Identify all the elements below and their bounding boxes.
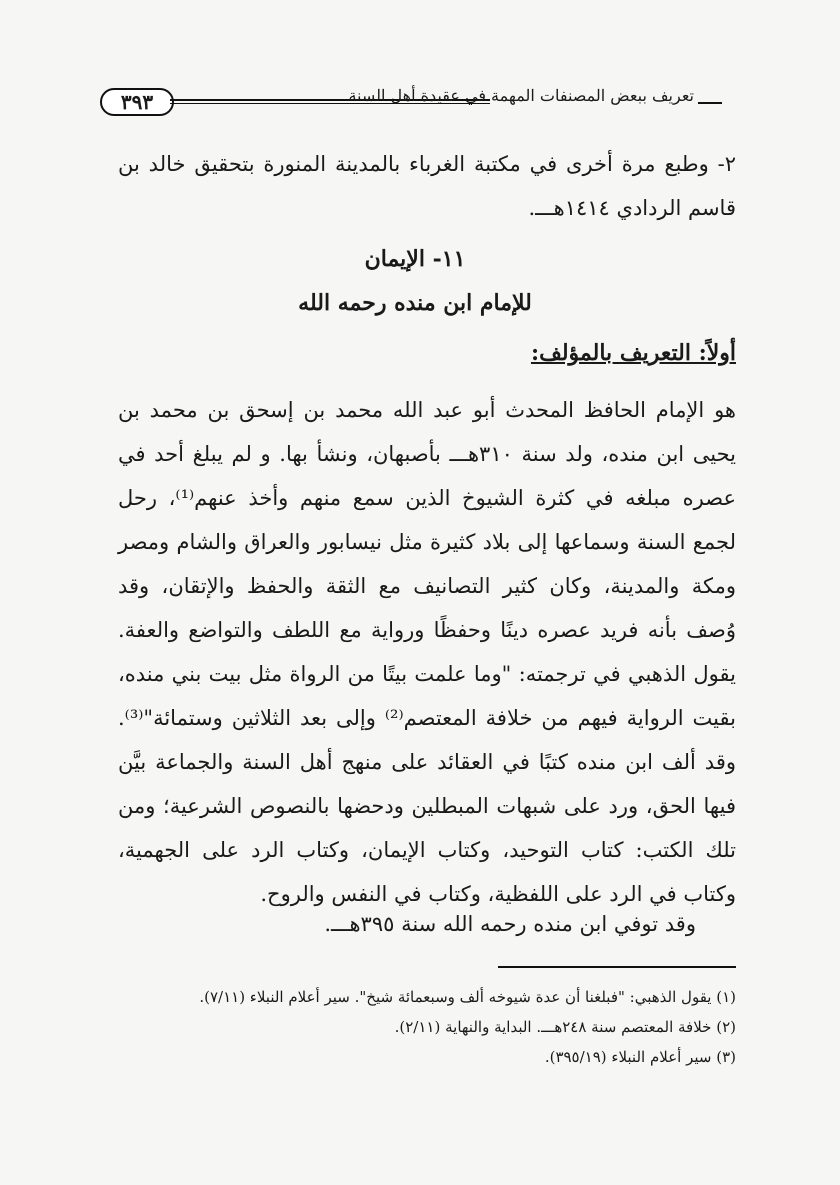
biography-paragraph: هو الإمام الحافظ المحدث أبو عبد الله محمد بن إسحق بن محمد بن يحيى ابن منده، ولد سنة ٣١٠هـــ بأصبهان، ونشأ بها. و لم يبلغ أحد في عصره مبلغه في كثرة الشيوخ الذين سمع منهم وأخذ عنهم⁽¹⁾، رحل لجمع السنة وسماعها إلى بلاد كثيرة مثل نيسابور والعراق والشام ومصر ومكة والمدينة، وكان كثير التصانيف مع الثقة والحفظ والإتقان، وقد وُصف بأنه فريد عصره دينًا وحفظًا ورواية مع اللطف والتواضع والعفة. يقول الذهبي في ترجمته: "وما علمت بيتًا من الرواة مثل بيت بني منده، بقيت الرواية فيهم من خلافة المعتصم⁽²⁾ وإلى بعد الثلاثين وستمائة"⁽³⁾. وقد ألف ابن منده كتبًا في العقائد على منهج أهل السنة والجماعة بيَّن فيها الحق، ورد على شبهات المبطلين ودحضها بالنصوص الشرعية؛ ومن تلك الكتب: كتاب التوحيد، وكتاب الإيمان، وكتاب الرد على الجهمية، وكتاب في الرد على اللفظية، وكتاب في النفس والروح. [118, 398, 736, 906]
footnote-1: (١) يقول الذهبي: "فبلغنا أن عدة شيوخه ألف وسبعمائة شيخ". سير أعلام النبلاء (٧/١١). [199, 988, 736, 1006]
footnote-3: (٣) سير أعلام النبلاء (٣٩٥/١٩). [544, 1048, 736, 1066]
list-item-2: ٢- وطبع مرة أخرى في مكتبة الغرباء بالمدينة المنورة بتحقيق خالد بن قاسم الردادي ١٤١٤هـــ. [118, 152, 736, 220]
page-number: ٣٩٣ [100, 88, 174, 116]
death-paragraph: وقد توفي ابن منده رحمه الله سنة ٣٩٥هـــ. [324, 912, 696, 936]
footnote-rule [498, 966, 736, 968]
page-header [100, 82, 722, 122]
footnotes [118, 982, 736, 1072]
running-title: تعريف ببعض المصنفات المهمة في عقيدة أهل السنة [348, 86, 694, 105]
sub-heading: أولاً: التعريف بالمؤلف: [530, 340, 736, 366]
section-title: ١١- الإيمان [364, 246, 466, 272]
footnote-2: (٢) خلافة المعتصم سنة ٢٤٨هـــ. البداية والنهاية (٢/١١). [394, 1018, 736, 1036]
section-subtitle: للإمام ابن منده رحمه الله [298, 290, 532, 316]
header-dash [698, 102, 722, 104]
